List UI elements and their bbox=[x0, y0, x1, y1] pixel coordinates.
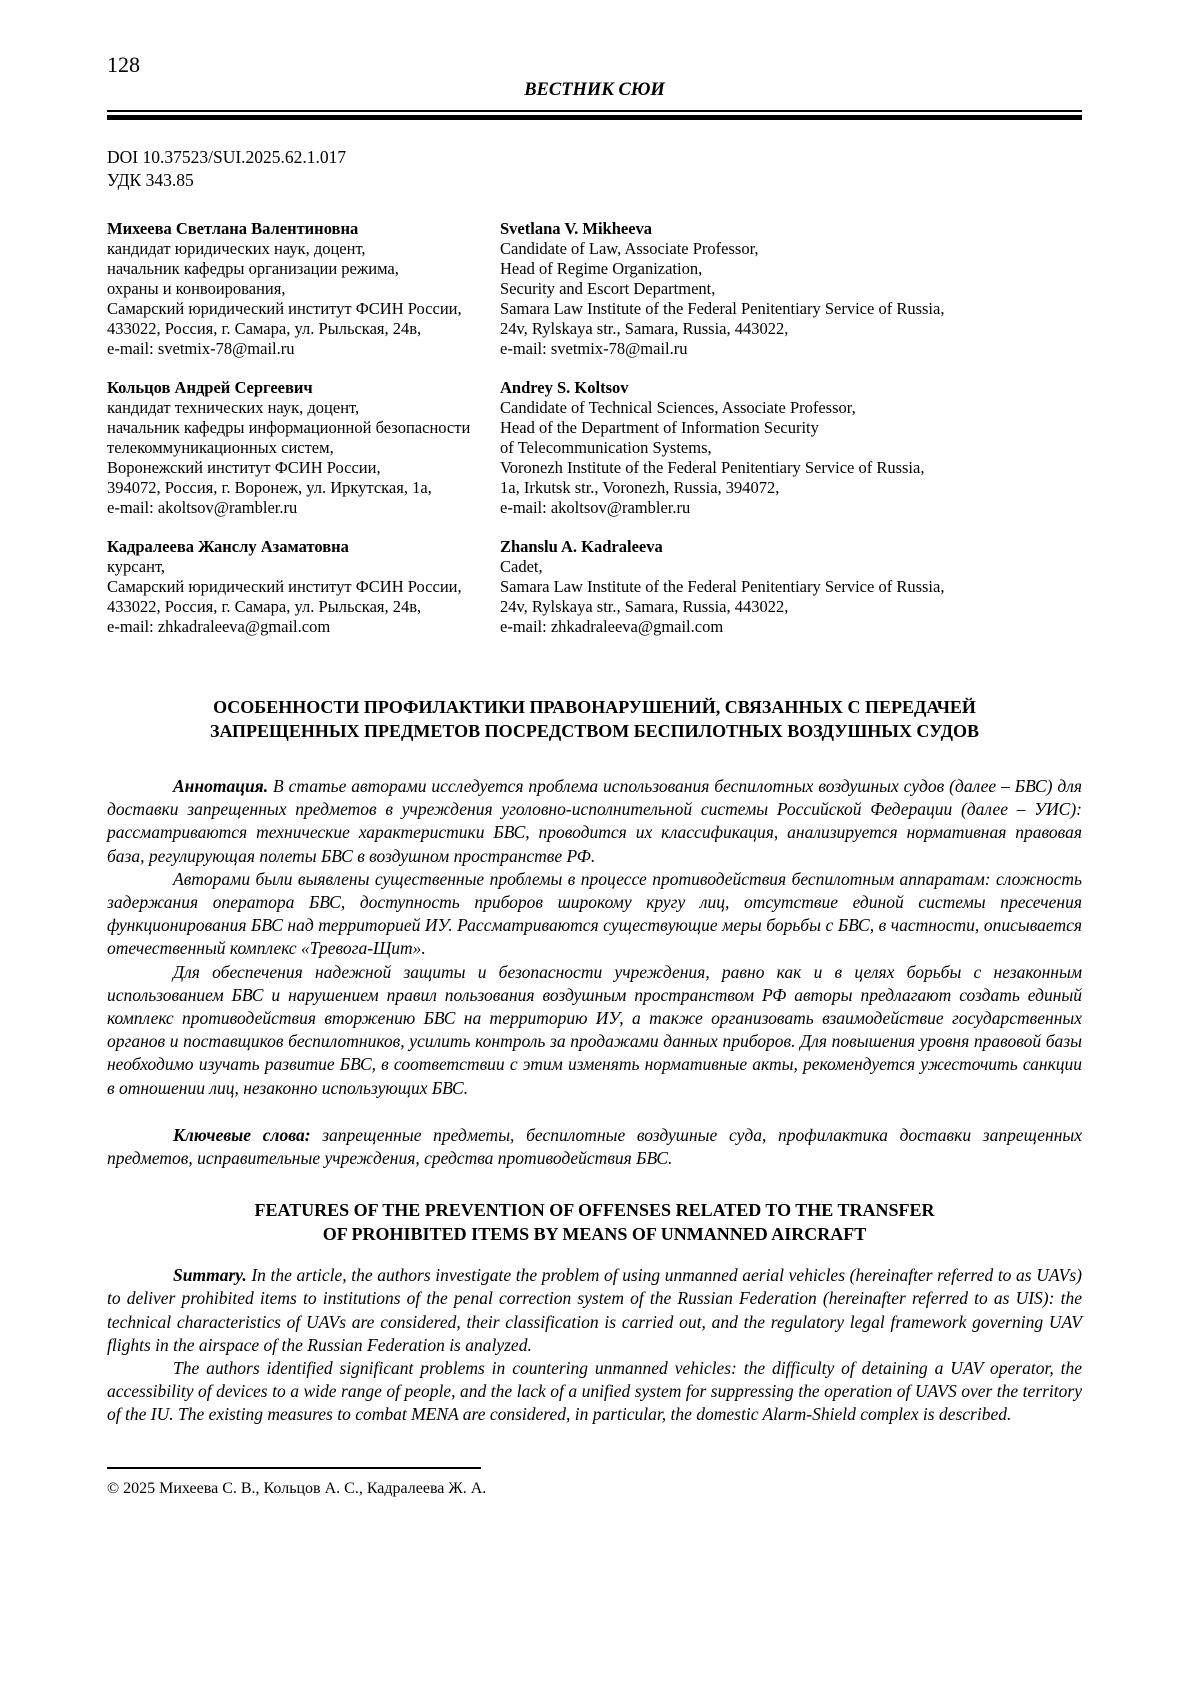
author-block-mikheeva bbox=[107, 219, 1082, 359]
author-details-en: Candidate of Technical Sciences, Associate Professor, Head of the Department of Information Security of Telecommunication Systems, Voronezh Institute of the Federal Penitentiary Service of Russia, 1a, Irkutsk str., Voronezh, Russia, 394072, e-mail: akoltsov@rambler.ru bbox=[500, 398, 925, 517]
author-name-ru: Кадралеева Жанслу Азаматовна bbox=[107, 537, 349, 556]
author-details-ru: кандидат технических наук, доцент, начальник кафедры информационной безопасности телекоммуникационных систем, Воронежский институт ФСИН России, 394072, Россия, г. Воронеж, ул. Иркутская, 1а, e-mail: akoltsov@rambler.ru bbox=[107, 398, 471, 517]
copyright-line: © 2025 Михеева С. В., Кольцов А. С., Кадралеева Ж. А. bbox=[107, 1479, 487, 1497]
summary-label: Summary. bbox=[173, 1265, 247, 1286]
abstract-section bbox=[107, 775, 1082, 1100]
keywords-text: запрещенные предметы, беспилотные воздушные суда, профилактика доставки запрещенных предметов, исправительные учреждения, средства противодействия БВС. bbox=[107, 1124, 1082, 1169]
doi-udk-block bbox=[107, 146, 1082, 192]
abstract-paragraph-3: Для обеспечения надежной защиты и безопасности учреждения, равно как и в целях борьбы с незаконным использованием БВС и нарушением правил пользования воздушным пространством РФ авторы предлагают создать единый комплекс противодействия вторжению БВС на территорию ИУ, а также организовать взаимодействие государственных органов и поставщиков беспилотников, усилить контроль за продажами данных приборов. Для повышения уровня правовой базы необходимо изучать развитие БВС, в соответствии с этим изменять нормативные акты, рекомендуется ужесточить санкции в отношении лиц, незаконно использующих БВС. bbox=[107, 961, 1082, 1098]
author-koltsov-ru bbox=[107, 378, 500, 518]
author-kadraleeva-en bbox=[500, 537, 1082, 637]
author-details-en: Cadet, Samara Law Institute of the Federal Penitentiary Service of Russia, 24v, Rylskaya str., Samara, Russia, 443022, e-mail: zhkadraleeva@gmail.com bbox=[500, 557, 945, 636]
author-details-ru: кандидат юридических наук, доцент, начальник кафедры организации режима, охраны и конвоирования, Самарский юридический институт ФСИН России, 433022, Россия, г. Самара, ул. Рыльская, 24в, e-mail: svetmix-78@mail.ru bbox=[107, 239, 462, 358]
header-divider bbox=[107, 110, 1082, 120]
footnote-divider bbox=[107, 1467, 481, 1469]
author-details-en: Candidate of Law, Associate Professor, Head of Regime Organization, Security and Escort Department, Samara Law Institute of the Federal Penitentiary Service of Russia, 24v, Rylskaya str., Samara, Russia, 443022, e-mail: svetmix-78@mail.ru bbox=[500, 239, 945, 358]
author-block-kadraleeva bbox=[107, 537, 1082, 637]
author-kadraleeva-ru bbox=[107, 537, 500, 637]
author-name-en: Zhanslu A. Kadraleeva bbox=[500, 537, 663, 556]
article-title-en: FEATURES OF THE PREVENTION OF OFFENSES RELATED TO THE TRANSFER OF PROHIBITED ITEMS BY MEANS OF UNMANNED AIRCRAFT bbox=[254, 1200, 935, 1245]
footnote-section bbox=[107, 1467, 1082, 1498]
abstract-text-1: В статье авторами исследуется проблема использования беспилотных воздушных судов (далее – БВС) для доставки запрещенных предметов в учреждения уголовно-исполнительной системы Российской Федерации (далее – УИС): рассматриваются технические характеристики БВС, проводится их классификация, анализируется нормативная правовая база, регулирующая полеты БВС в воздушном пространстве РФ. bbox=[107, 776, 1083, 866]
author-mikheeva-en bbox=[500, 219, 1082, 359]
keywords-paragraph bbox=[107, 1124, 1082, 1170]
author-block-koltsov bbox=[107, 378, 1082, 518]
keywords-label: Ключевые слова: bbox=[173, 1124, 311, 1145]
journal-header: ВЕСТНИК СЮИ bbox=[524, 80, 665, 100]
udk-line: УДК 343.85 bbox=[107, 170, 194, 190]
page-number: 128 bbox=[107, 52, 140, 77]
abstract-paragraph-2: Авторами были выявлены существенные проблемы в процессе противодействия беспилотным аппаратам: сложность задержания оператора БВС, доступность приборов широкому кругу лиц, отсутствие единой системы пресечения функционирования БВС над территорией ИУ. Рассматриваются существующие меры борьбы с БВС, в частности, описывается отечественный комплекс «Тревога-Щит». bbox=[107, 868, 1082, 959]
abstract-paragraph-1 bbox=[107, 775, 1082, 868]
summary-section bbox=[107, 1264, 1082, 1426]
authors-section bbox=[107, 219, 1082, 637]
article-title-ru: ОСОБЕННОСТИ ПРОФИЛАКТИКИ ПРАВОНАРУШЕНИЙ, СВЯЗАННЫХ С ПЕРЕДАЧЕЙ ЗАПРЕЩЕННЫХ ПРЕДМЕТОВ ПОСРЕДСТВОМ БЕСПИЛОТНЫХ ВОЗДУШНЫХ СУДОВ bbox=[210, 697, 979, 741]
author-name-en: Andrey S. Koltsov bbox=[500, 378, 629, 397]
summary-paragraph-1 bbox=[107, 1264, 1082, 1357]
author-name-ru: Кольцов Андрей Сергеевич bbox=[107, 378, 313, 397]
author-name-en: Svetlana V. Mikheeva bbox=[500, 219, 653, 238]
summary-text-1: In the article, the authors investigate the problem of using unmanned aerial vehicles (hereinafter referred to as UAVs) to deliver prohibited items to institutions of the penal correction system of the Russian Federation (hereinafter referred to as UIS): the technical characteristics of UAVs are considered, their classification is carried out, and the regulatory legal framework governing UAV flights in the airspace of the Russian Federation is analyzed. bbox=[107, 1265, 1082, 1355]
author-name-ru: Михеева Светлана Валентиновна bbox=[107, 219, 359, 238]
keywords-section bbox=[107, 1124, 1082, 1170]
author-mikheeva-ru bbox=[107, 219, 500, 359]
author-details-ru: курсант, Самарский юридический институт ФСИН России, 433022, Россия, г. Самара, ул. Рыльская, 24в, e-mail: zhkadraleeva@gmail.com bbox=[107, 557, 462, 636]
doi-line: DOI 10.37523/SUI.2025.62.1.017 bbox=[107, 147, 347, 167]
summary-paragraph-2: The authors identified significant problems in countering unmanned vehicles: the difficulty of detaining a UAV operator, the accessibility of devices to a wide range of people, and the lack of a unified system for suppressing the operation of UAVS over the territory of the IU. The existing measures to combat MENA are considered, in particular, the domestic Alarm-Shield complex is described. bbox=[107, 1358, 1082, 1425]
author-koltsov-en bbox=[500, 378, 1082, 518]
abstract-label: Аннотация. bbox=[173, 776, 269, 796]
